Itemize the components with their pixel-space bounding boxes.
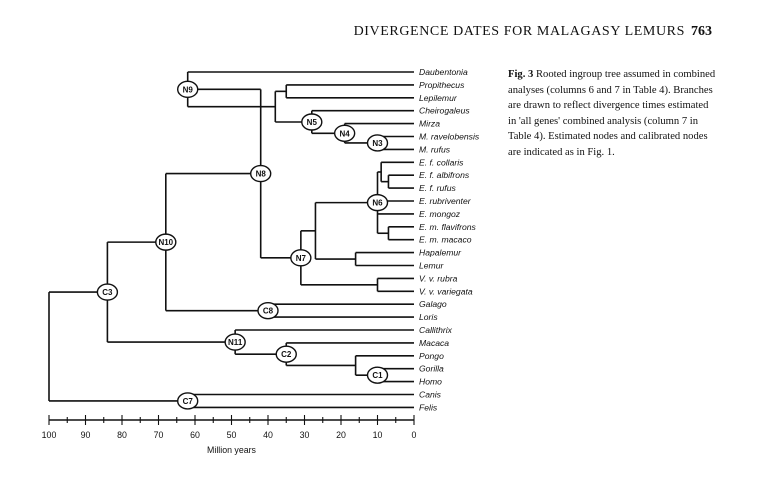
- node-label-n5: N5: [306, 117, 317, 127]
- node-label-n7: N7: [295, 253, 306, 263]
- node-label-c7: C7: [182, 396, 193, 406]
- x-tick-label: 10: [372, 430, 383, 440]
- taxon-label: Lemur: [419, 260, 444, 271]
- node-label-n9: N9: [182, 85, 193, 95]
- node-label-n11: N11: [228, 338, 243, 348]
- taxon-label: M. rufus: [419, 144, 451, 155]
- taxon-label: Macaca: [419, 337, 450, 348]
- taxon-label: Pongo: [419, 350, 444, 361]
- node-label-c8: C8: [262, 306, 274, 316]
- taxon-label: E. mongoz: [419, 208, 461, 219]
- taxon-label: Galago: [419, 299, 447, 310]
- taxon-label: V. v. variegata: [419, 286, 473, 297]
- taxon-label: E. f. albifrons: [419, 170, 470, 181]
- x-tick-label: 80: [117, 430, 127, 440]
- taxon-label: V. v. rubra: [419, 273, 458, 284]
- taxon-label: Homo: [419, 376, 442, 387]
- taxon-label: E. f. rufus: [419, 183, 456, 194]
- x-axis-title: Million years: [207, 445, 256, 455]
- taxon-label: Cheirogaleus: [419, 105, 470, 116]
- node-label-c1: C1: [372, 371, 383, 381]
- x-tick-label: 70: [153, 430, 164, 440]
- taxon-label: E. m. flavifrons: [419, 221, 476, 232]
- taxon-label: Daubentonia: [419, 67, 468, 77]
- node-label-c3: C3: [102, 288, 113, 298]
- page-number: 763: [691, 24, 712, 39]
- x-tick-label: 40: [263, 430, 273, 440]
- node-label-n3: N3: [372, 138, 383, 148]
- x-tick-label: 0: [411, 430, 417, 440]
- x-tick-label: 100: [41, 430, 57, 440]
- taxon-label: E. f. collaris: [419, 157, 464, 168]
- node-label-n10: N10: [158, 238, 174, 248]
- x-tick-label: 50: [226, 430, 237, 440]
- taxon-label: Lepilemur: [419, 92, 457, 103]
- taxon-label: Propithecus: [419, 79, 465, 90]
- taxon-label: Hapalemur: [419, 247, 462, 258]
- node-label-c2: C2: [281, 350, 292, 360]
- x-tick-label: 30: [299, 430, 310, 440]
- x-tick-label: 60: [190, 430, 200, 440]
- caption-text: Rooted ingroup tree assumed in combined analyses (columns 6 and 7 in Table 4). Branches are drawn to reflect divergence times estimated in 'all genes' combined analysis (column 7 in Table 4). Estimated nodes and calibrated nodes are indicated as in Fig. 1.: [508, 69, 716, 158]
- figure-label: Fig. 3: [508, 69, 534, 80]
- node-label-n4: N4: [339, 129, 350, 139]
- taxon-label: E. m. macaco: [419, 234, 472, 245]
- taxon-label: E. rubriventer: [419, 196, 471, 206]
- taxon-label: Mirza: [419, 118, 441, 129]
- node-label-n8: N8: [255, 169, 266, 179]
- taxon-label: Callithrix: [419, 325, 452, 335]
- x-tick-label: 90: [80, 430, 91, 440]
- x-tick-label: 20: [336, 430, 346, 440]
- running-title: DIVERGENCE DATES FOR MALAGASY LEMURS: [353, 24, 685, 39]
- node-label-n6: N6: [372, 198, 383, 208]
- taxon-label: Canis: [419, 389, 441, 400]
- taxon-label: Loris: [419, 312, 438, 323]
- taxon-label: M. ravelobensis: [419, 131, 480, 142]
- taxon-label: Felis: [419, 402, 438, 413]
- taxon-label: Gorilla: [419, 363, 444, 374]
